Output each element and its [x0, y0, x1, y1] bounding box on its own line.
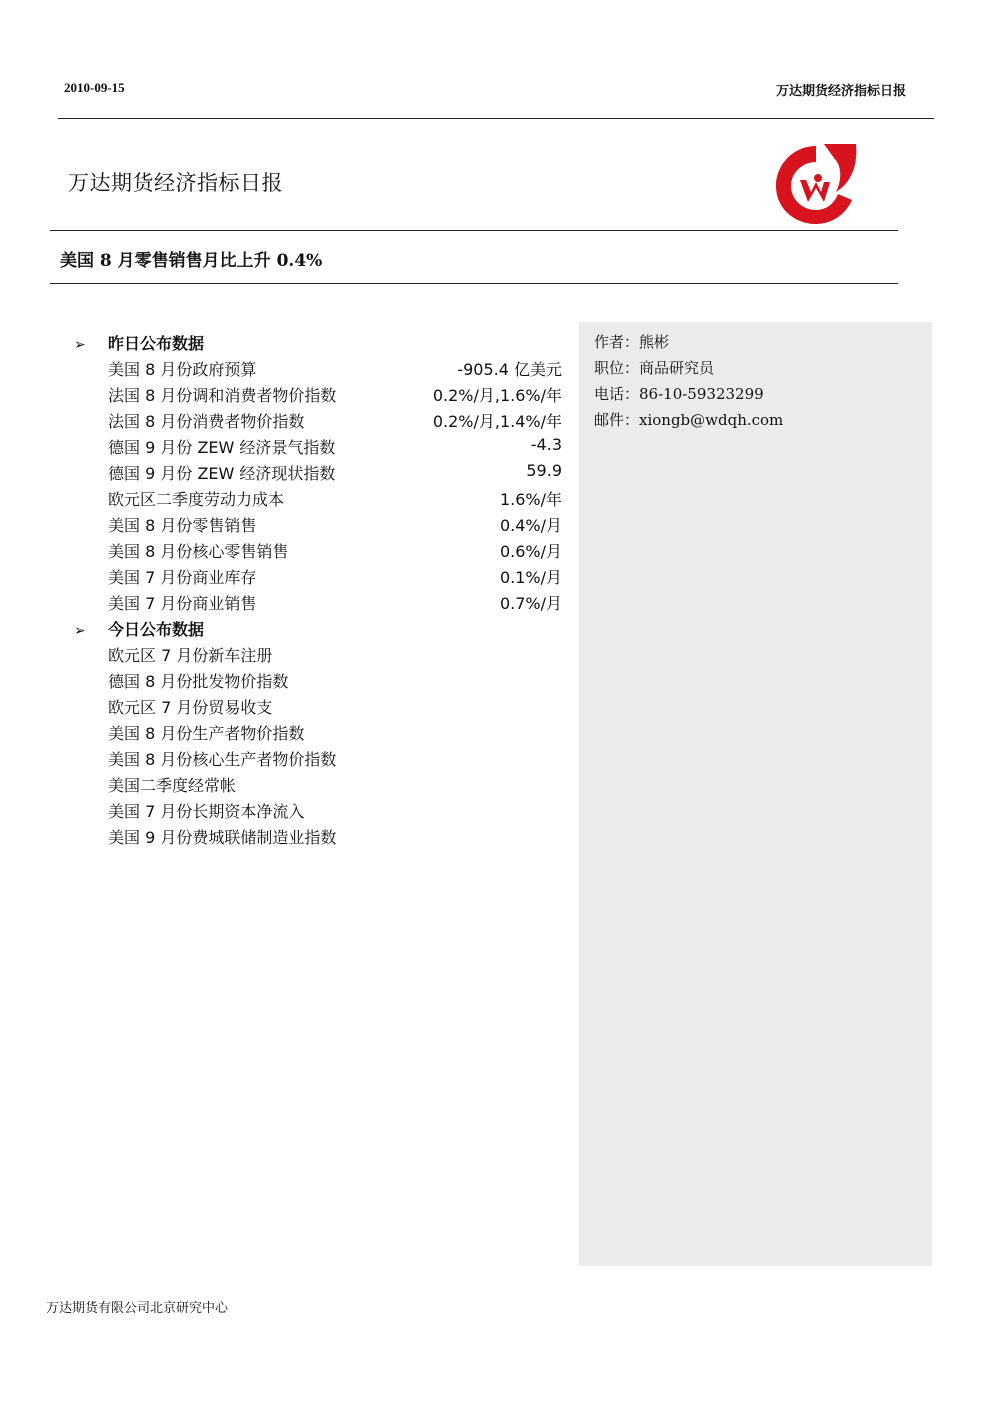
- headline: 美国 8 月零售销售月比上升 0.4%: [60, 251, 323, 271]
- section-label: 今日公布数据: [108, 620, 205, 639]
- arrow-bullet-icon: ➢: [74, 623, 86, 639]
- footer-company: 万达期货有限公司北京研究中心: [46, 1301, 229, 1316]
- title-divider: [50, 230, 898, 231]
- list-item-label: 美国 8 月份政府预算: [108, 360, 257, 379]
- headline-divider: [50, 283, 898, 284]
- header-divider: [58, 118, 934, 119]
- author-phone: 电话：86-10-59323299: [594, 385, 764, 403]
- list-item-value: 0.7%/月: [499, 594, 562, 613]
- list-item-label: 美国 7 月份商业库存: [108, 568, 257, 587]
- list-item-label: 欧元区二季度劳动力成本: [108, 490, 285, 509]
- header-report-name: 万达期货经济指标日报: [775, 84, 906, 99]
- list-item-label: 德国 8 月份批发物价指数: [108, 672, 289, 691]
- list-item-label: 德国 9 月份 ZEW 经济现状指数: [108, 464, 336, 483]
- list-item-value: 1.6%/年: [499, 490, 562, 509]
- author-email: 邮件：xiongb@wdqh.com: [594, 411, 784, 429]
- list-item-label: 美国 8 月份零售销售: [108, 516, 257, 535]
- company-logo-icon: [772, 140, 860, 228]
- list-item-label: 法国 8 月份消费者物价指数: [108, 412, 305, 431]
- list-item-label: 美国 9 月份费城联储制造业指数: [108, 828, 337, 847]
- list-item-label: 法国 8 月份调和消费者物价指数: [108, 386, 337, 405]
- list-item-label: 欧元区 7 月份贸易收支: [108, 698, 273, 717]
- list-item-value: 0.2%/月,1.6%/年: [432, 386, 562, 405]
- section-label: 昨日公布数据: [108, 334, 205, 353]
- list-item-label: 欧元区 7 月份新车注册: [108, 646, 273, 665]
- section-today-heading: [74, 617, 204, 640]
- list-item-label: 美国 8 月份核心零售销售: [108, 542, 289, 561]
- list-item-value: 59.9: [526, 461, 562, 480]
- author-sidebar: [579, 322, 932, 1266]
- list-item-label: 美国 8 月份核心生产者物价指数: [108, 750, 337, 769]
- list-item-label: 美国 7 月份商业销售: [108, 594, 257, 613]
- arrow-bullet-icon: ➢: [74, 337, 86, 353]
- header-date: 2010-09-15: [64, 80, 125, 95]
- list-item-label: 德国 9 月份 ZEW 经济景气指数: [108, 438, 336, 457]
- author-title: 职位：商品研究员: [594, 359, 715, 377]
- list-item-value: 0.6%/月: [499, 542, 562, 561]
- list-item-label: 美国二季度经常帐: [108, 776, 237, 795]
- document-title: 万达期货经济指标日报: [68, 171, 283, 195]
- author-name: 作者：熊彬: [594, 333, 670, 351]
- list-item-value: -905.4 亿美元: [457, 360, 562, 379]
- list-item-value: 0.4%/月: [499, 516, 562, 535]
- list-item-label: 美国 8 月份生产者物价指数: [108, 724, 305, 743]
- list-item-label: 美国 7 月份长期资本净流入: [108, 802, 305, 821]
- list-item-value: 0.2%/月,1.4%/年: [432, 412, 562, 431]
- list-item-value: -4.3: [530, 435, 562, 454]
- section-yesterday-heading: [74, 331, 204, 354]
- list-item-value: 0.1%/月: [499, 568, 562, 587]
